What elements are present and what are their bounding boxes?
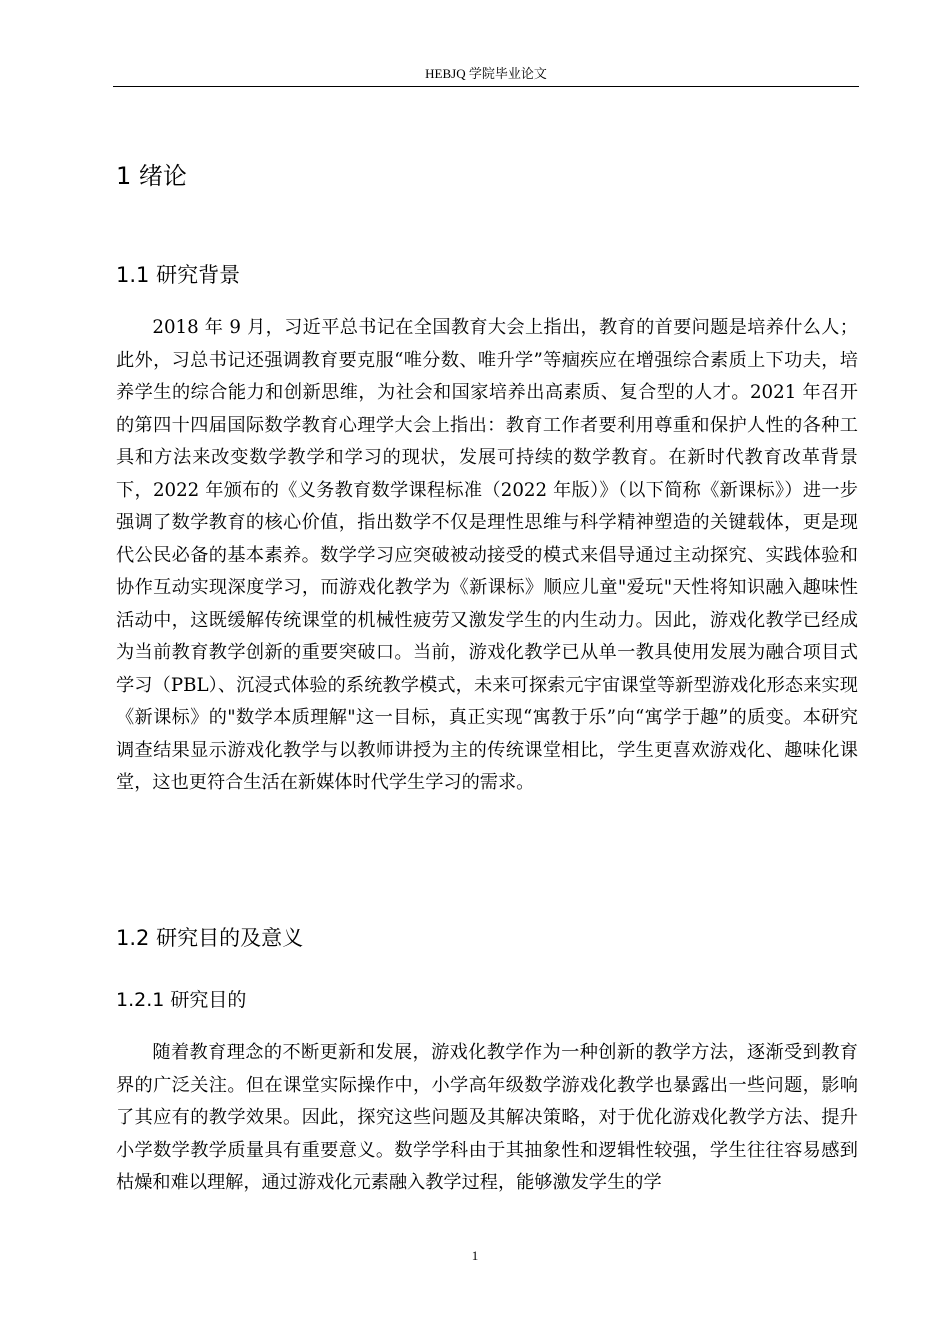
page-header [113, 64, 859, 87]
section-title-background: 1.1 研究背景 [116, 263, 241, 287]
chapter-title: 1 绪论 [116, 162, 187, 190]
subsection-title-purpose: 1.2.1 研究目的 [116, 989, 247, 1011]
page-number: 1 [471, 1248, 479, 1263]
header-title: HEBJQ 学院毕业论文 [425, 66, 547, 81]
purpose-paragraph: 随着教育理念的不断更新和发展，游戏化教学作为一种创新的教学方法，逐渐受到教育界的广泛关注。但在课堂实际操作中，小学高年级数学游戏化教学也暴露出一些问题，影响了其应有的教学效果。因此，探究这些问题及其解决策略，对于优化游戏化教学方法、提升小学数学教学质量具有重要意义。数学学科由于其抽象性和逻辑性较强，学生往往容易感到枯燥和难以理解，通过游戏化元素融入教学过程，能够激发学生的学 [116, 1042, 858, 1193]
background-paragraph: 2018 年 9 月，习近平总书记在全国教育大会上指出，教育的首要问题是培养什么人；此外，习总书记还强调教育要克服“唯分数、唯升学”等痼疾应在增强综合素质上下功夫，培养学生的综合能力和创新思维，为社会和国家培养出高素质、复合型的人才。2021 年召开的第四十四届国际数学教育心理学大会上指出：教育工作者要利用尊重和保护人性的各种工具和方法来改变数学教学和学习的现状，发展可持续的数学教育。在新时代教育改革背景下，2022 年颁布的《义务教育数学课程标准（2022 年版）》（以下简称《新课标》）进一步强调了数学教育的核心价值，指出数学不仅是理性思维与科学精神塑造的关键载体，更是现代公民必备的基本素养。数学学习应突破被动接受的模式来倡导通过主动探究、实践体验和协作互动实现深度学习，而游戏化教学为《新课标》顺应儿童"爱玩"天性将知识融入趣味性活动中，这既缓解传统课堂的机械性疲劳又激发学生的内生动力。因此，游戏化教学已经成为当前教育教学创新的重要突破口。当前，游戏化教学已从单一教具使用发展为融合项目式学习（PBL）、沉浸式体验的系统教学模式，未来可探索元宇宙课堂等新型游戏化形态来实现《新课标》的"数学本质理解"这一目标，真正实现“寓教于乐”向“寓学于趣”的质变。本研究调查结果显示游戏化教学与以教师讲授为主的传统课堂相比，学生更喜欢游戏化、趣味化课堂，这也更符合生活在新媒体时代学生学习的需求。 [116, 317, 858, 793]
section-title-purpose: 1.2 研究目的及意义 [116, 926, 304, 950]
